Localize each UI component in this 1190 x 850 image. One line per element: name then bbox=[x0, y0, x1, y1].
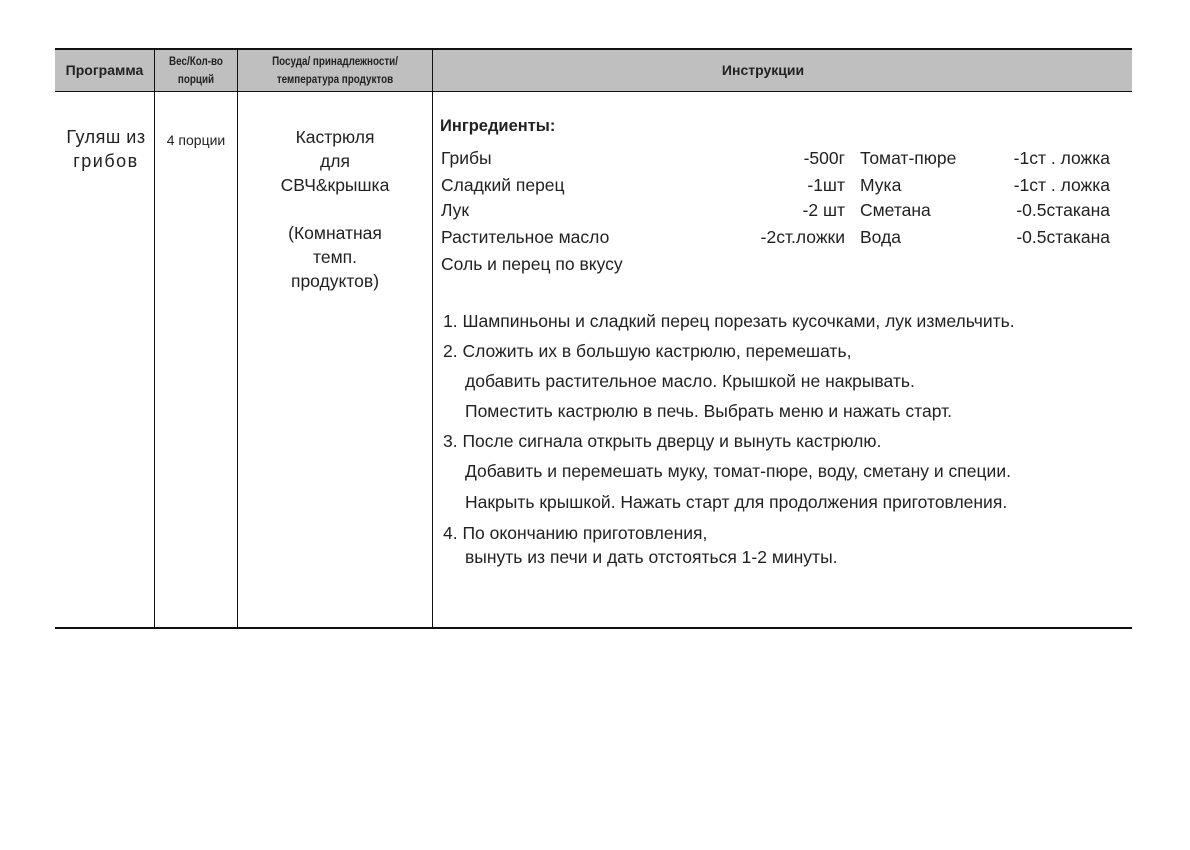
header-weight bbox=[157, 49, 236, 91]
seasoning-note: Соль и перец по вкусу bbox=[441, 254, 623, 274]
ingredient-amount: -0.5стакана bbox=[1016, 227, 1110, 247]
ingredient-amount: -1шт bbox=[807, 175, 845, 195]
ingredient-name: Сладкий перец bbox=[441, 175, 565, 195]
header-dishware-line2: температура продуктов bbox=[276, 72, 394, 86]
header-weight-line2: порций bbox=[177, 72, 215, 86]
table-header-divider bbox=[55, 91, 1132, 92]
header-weight-line1: Вес/Кол-во bbox=[169, 54, 223, 68]
step-line: 1. Шампиньоны и сладкий перец порезать кусочками, лук измельчить. bbox=[443, 311, 1015, 331]
ingredients-title: Ингредиенты: bbox=[440, 117, 556, 135]
portions-value: 4 порции bbox=[166, 132, 226, 148]
ingredient-amount: -1ст . ложка bbox=[1013, 148, 1110, 168]
header-program: Программа bbox=[65, 62, 144, 78]
dishware-value: Кастрюля для СВЧ&крышка bbox=[280, 127, 390, 195]
program-name: Гуляш из грибов bbox=[66, 127, 146, 171]
ingredient-amount: -1ст . ложка bbox=[1013, 175, 1110, 195]
header-instructions: Инструкции bbox=[721, 62, 805, 78]
header-dishware-line1: Посуда/ принадлежности/ bbox=[272, 54, 398, 68]
ingredient-name: Грибы bbox=[441, 148, 492, 168]
step-line: 4. По окончанию приготовления, bbox=[443, 523, 708, 543]
ingredient-amount: -500г bbox=[803, 148, 845, 168]
ingredient-name: Лук bbox=[441, 200, 470, 220]
header-dishware bbox=[241, 49, 430, 91]
table-bottom-border bbox=[55, 627, 1132, 629]
step-line: Добавить и перемешать муку, томат-пюре, воду, сметану и специи. bbox=[465, 461, 1011, 481]
ingredient-name: Сметана bbox=[860, 200, 931, 220]
temperature-value: (Комнатная темп. продуктов) bbox=[288, 223, 382, 291]
ingredient-amount: -2 шт bbox=[802, 200, 845, 220]
step-line: добавить растительное масло. Крышкой не накрывать. bbox=[465, 371, 915, 391]
step-line: Накрыть крышкой. Нажать старт для продолжения приготовления. bbox=[465, 492, 1008, 512]
step-line: Поместить кастрюлю в печь. Выбрать меню и нажать старт. bbox=[465, 401, 953, 421]
ingredient-name: Растительное масло bbox=[441, 227, 610, 247]
step-line: 3. После сигнала открыть дверцу и вынуть кастрюлю. bbox=[443, 431, 882, 451]
ingredient-name: Вода bbox=[860, 227, 901, 247]
ingredient-amount: -0.5стакана bbox=[1016, 200, 1110, 220]
step-line: вынуть из печи и дать отстояться 1-2 минуты. bbox=[465, 547, 838, 567]
ingredient-name: Томат-пюре bbox=[860, 148, 957, 168]
ingredient-name: Мука bbox=[860, 175, 902, 195]
step-line: 2. Сложить их в большую кастрюлю, перемешать, bbox=[443, 341, 852, 361]
ingredient-amount: -2ст.ложки bbox=[760, 227, 845, 247]
column-divider bbox=[432, 48, 433, 628]
